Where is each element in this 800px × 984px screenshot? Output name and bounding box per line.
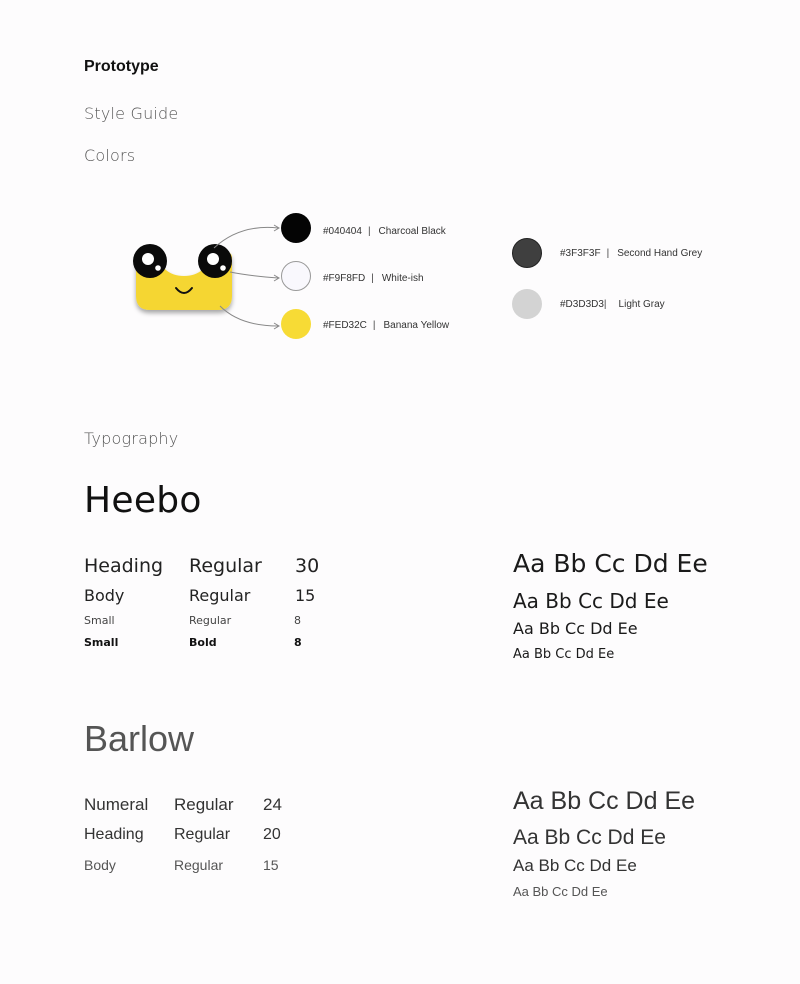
swatch-connectors (200, 218, 290, 338)
hex-code: #FED32C (323, 320, 367, 331)
color-name: Light Gray (618, 299, 665, 310)
heebo-sample-small: Aa Bb Cc Dd Ee (513, 619, 638, 638)
type-role: Small (84, 636, 119, 649)
swatch-banana-yellow (281, 309, 311, 339)
colors-heading: Colors (84, 146, 136, 165)
type-size: 8 (294, 636, 302, 649)
swatch-label (560, 248, 702, 259)
type-weight: Regular (174, 857, 224, 873)
type-role: Small (84, 614, 115, 627)
swatch-label (323, 226, 446, 237)
type-size: 24 (263, 795, 282, 814)
type-weight: Regular (174, 826, 231, 843)
heebo-sample-small-alt: Aa Bb Cc Dd Ee (513, 647, 615, 662)
barlow-sample-body: Aa Bb Cc Dd Ee (513, 856, 637, 875)
type-size: 15 (295, 586, 316, 605)
separator: | (371, 273, 374, 284)
type-weight: Regular (189, 586, 251, 605)
heebo-sample-heading: Aa Bb Cc Dd Ee (513, 549, 708, 578)
font-name-heebo: Heebo (84, 480, 202, 521)
swatch-second-hand-grey (512, 238, 542, 268)
type-weight: Bold (189, 636, 217, 649)
typography-heading: Typography (84, 429, 179, 448)
heebo-sample-body: Aa Bb Cc Dd Ee (513, 589, 669, 613)
type-role: Body (84, 586, 125, 605)
color-name: Charcoal Black (378, 226, 446, 237)
swatch-label (323, 320, 449, 331)
type-role: Body (84, 857, 116, 873)
barlow-sample-numeral: Aa Bb Cc Dd Ee (513, 787, 696, 815)
color-name: Banana Yellow (383, 320, 450, 331)
barlow-sample-heading: Aa Bb Cc Dd Ee (513, 826, 666, 849)
swatch-label (323, 273, 424, 284)
swatch-label (560, 299, 665, 310)
type-size: 30 (295, 555, 320, 577)
type-role: Heading (84, 555, 164, 577)
hex-code: #3F3F3F (560, 248, 601, 259)
color-name: White-ish (381, 273, 424, 284)
separator: | (367, 226, 371, 237)
color-name: Second Hand Grey (617, 248, 703, 259)
type-role: Numeral (84, 795, 149, 814)
page-title: Prototype (84, 58, 159, 75)
type-weight: Regular (189, 614, 232, 627)
type-size: 15 (263, 857, 279, 873)
separator: | (606, 248, 610, 259)
hex-code: #040404 (323, 226, 362, 237)
hex-code: #F9F8FD (323, 273, 366, 284)
type-size: 8 (294, 614, 301, 627)
separator: | (372, 320, 376, 331)
style-guide-heading: Style Guide (84, 104, 179, 123)
type-weight: Regular (174, 795, 234, 814)
swatch-white-ish (281, 261, 311, 291)
hex-code: #D3D3D3 (560, 299, 604, 310)
swatch-charcoal-black (281, 213, 311, 243)
barlow-sample-small: Aa Bb Cc Dd Ee (513, 884, 608, 899)
type-weight: Regular (189, 555, 262, 577)
separator: | (603, 299, 607, 310)
type-role: Heading (84, 826, 144, 843)
type-size: 20 (263, 826, 281, 843)
swatch-light-gray (512, 289, 542, 319)
font-name-barlow: Barlow (84, 718, 195, 759)
